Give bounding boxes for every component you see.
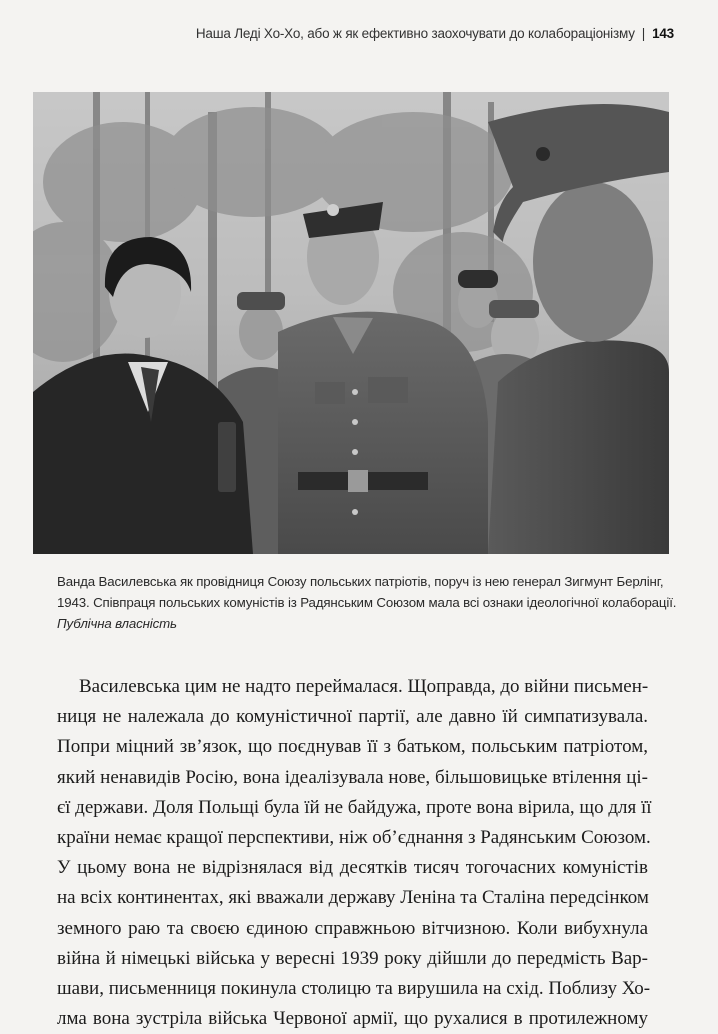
body-line: на всіх континентах, які вважали державу Леніна та Сталіна передсінком [57, 887, 649, 909]
body-line: який ненавидів Росію, вона ідеалізувала нове, більшовицьке втілення ці- [57, 766, 648, 788]
body-line: єї держави. Доля Польщі була їй не байдужа, проте вона вірила, що для її [57, 796, 652, 818]
body-paragraph [57, 672, 652, 1034]
body-line: У цьому вона не відрізнялася від десятків тисяч тогочасних комуністів [57, 857, 648, 879]
body-line: ниця не належала до комуністичної партії, але давно їй симпатизувала. [57, 706, 648, 728]
running-head [196, 26, 674, 41]
body-line: країни немає кращої перспективи, ніж об’єднання з Радянським Союзом. [57, 826, 651, 848]
body-line: Попри міцний зв’язок, що поєднував її з батьком, польським патріотом, [57, 736, 648, 758]
caption-text: Ванда Василевська як провідниця Союзу польських патріотів, поруч із нею генерал Зигмунт Берлінг, 1943. Співпраця польських комуністів із Радянським Союзом мала всі ознаки ідеологічної колаборації. [57, 574, 677, 610]
page-number: 143 [652, 26, 674, 41]
body-line: шави, письменниця покинула столицю та вирушила на схід. Поблизу Хо- [57, 977, 651, 999]
photo-illustration [33, 92, 669, 554]
body-line: лма вона зустріла війська Червоної армії, що рухалися в протилежному [57, 1008, 648, 1030]
caption-credit: Публічна власність [57, 616, 177, 631]
body-line: Василевська цим не надто переймалася. Щоправда, до війни письмен- [79, 676, 649, 697]
historical-photo [33, 92, 669, 554]
body-line: війна й німецькі війська у вересні 1939 року дійшли до передмість Вар- [57, 947, 648, 969]
running-title: Наша Леді Хо-Хо, або ж як ефективно заохочувати до колабораціонізму [195, 26, 635, 41]
body-line: земного раю та своєю єдиною справжньою вітчизною. Коли вибухнула [57, 917, 648, 939]
figure-caption [57, 571, 677, 634]
header-separator: | [641, 26, 646, 41]
